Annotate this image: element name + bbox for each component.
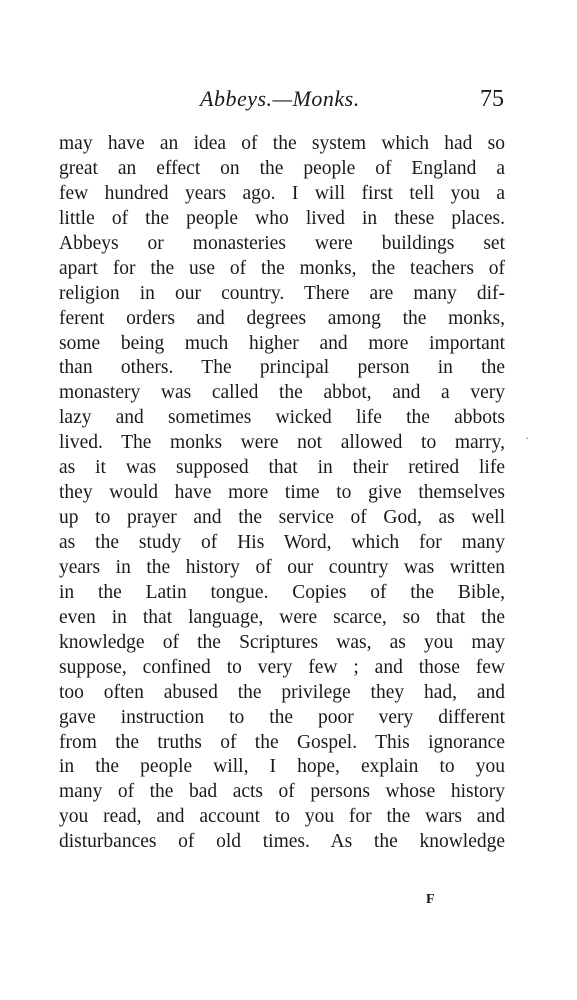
text-line: in the Latin tongue. Copies of the Bible, — [59, 581, 505, 603]
text-line: may have an idea of the system which had so — [59, 133, 505, 154]
running-head: Abbeys.—Monks. — [200, 86, 360, 111]
text-line: years in the history of our country was written — [59, 556, 505, 578]
signature-mark: F — [426, 892, 435, 907]
stray-ink-mark: · — [525, 431, 529, 445]
text-line: lived. The monks were not allowed to marry, — [59, 432, 505, 454]
text-line: as it was supposed that in their retired life — [59, 457, 505, 479]
text-line: too often abused the privilege they had, and — [59, 681, 505, 703]
text-line: lazy and sometimes wicked life the abbots — [59, 407, 505, 429]
text-line: suppose, confined to very few ; and those few — [59, 656, 505, 678]
text-line: few hundred years ago. I will first tell you a — [59, 182, 505, 204]
text-line: up to prayer and the service of God, as well — [59, 507, 505, 529]
text-line: disturbances of old times. As the knowledge — [59, 831, 505, 853]
page-header — [60, 86, 504, 116]
text-line: Abbeys or monasteries were buildings set — [59, 232, 505, 254]
text-line: they would have more time to give themselves — [59, 482, 505, 504]
text-line: than others. The principal person in the — [59, 357, 505, 379]
text-line: little of the people who lived in these places. — [59, 207, 505, 229]
text-line: many of the bad acts of persons whose history — [59, 781, 505, 803]
text-line: apart for the use of the monks, the teachers of — [59, 257, 505, 279]
text-line: from the truths of the Gospel. This ignorance — [59, 731, 505, 753]
text-line: monastery was called the abbot, and a very — [59, 382, 505, 404]
text-line: knowledge of the Scriptures was, as you may — [59, 631, 505, 653]
text-line: even in that language, were scarce, so that the — [59, 606, 505, 628]
text-line: ferent orders and degrees among the monks, — [59, 307, 505, 329]
text-line: some being much higher and more important — [59, 332, 505, 354]
text-line: in the people will, I hope, explain to you — [59, 756, 505, 778]
text-line: as the study of His Word, which for many — [59, 532, 505, 553]
text-line: great an effect on the people of England a — [59, 157, 505, 179]
text-line: gave instruction to the poor very different — [59, 706, 505, 728]
text-line: religion in our country. There are many dif- — [59, 282, 505, 304]
text-line: you read, and account to you for the wars and — [59, 806, 505, 828]
body-text — [59, 132, 505, 855]
page-number: 75 — [480, 86, 504, 112]
